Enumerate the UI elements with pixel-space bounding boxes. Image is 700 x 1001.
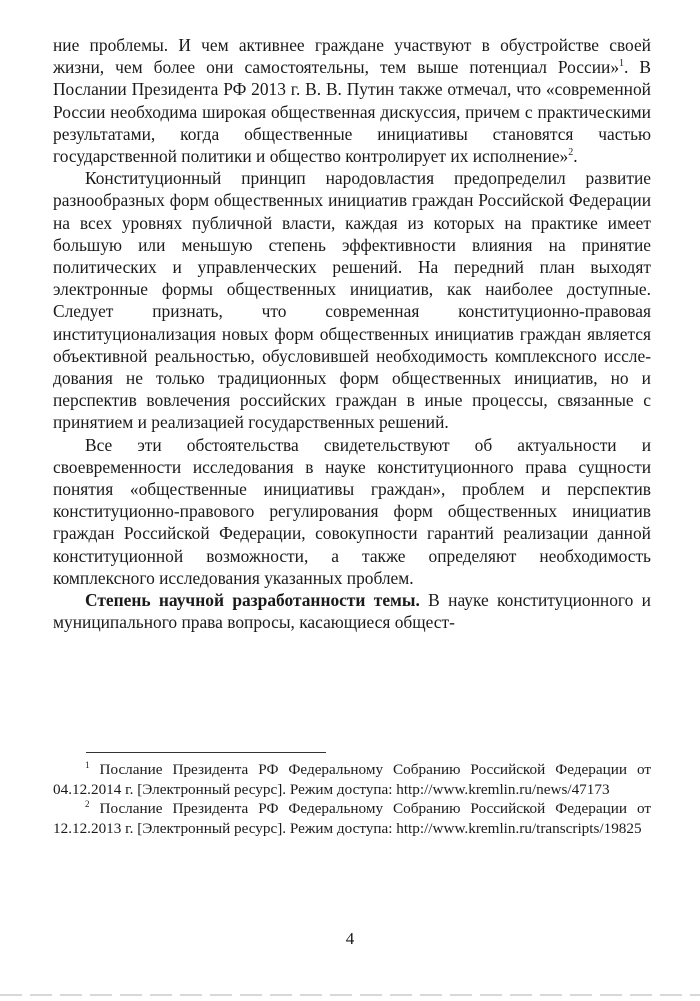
- footnote-link[interactable]: http://www.kremlin.ru/transcripts/19825: [396, 819, 642, 837]
- paragraph-1-part-a: ние проблемы. И чем активнее граждане участвуют в обустройстве своей жизни, чем более они самостоятельны, тем выше потенциал России»: [53, 35, 651, 78]
- footnote-2: [53, 799, 651, 838]
- paragraph-2: Конституционный принцип народовластия предопределил развитие разнообразных форм общественных инициатив граждан Российской Федерации на всех уровнях публичной власти, каждая из которых на практике имеет большую или меньшую степень эффективности влияния на принятие политических и управленческих решений. На передний план выходят электронные формы общественных инициатив, как наиболее доступные. Следует признать, что современная конституционно-правовая институционализация новых форм общественных инициатив граждан является объективной реальностью, обусловившей необходимость комплексного исследования не только традиционных форм общественных инициатив, но и перспектив вовлечения российских граждан в иные процессы, связанные с принятием и реализацией государственных решений.: [53, 168, 651, 433]
- paragraph-3: Все эти обстоятельства свидетельствуют об актуальности и своевременности исследования в науке конституционного права сущности понятия «общественные инициативы граждан», проблем и перспектив конституционно-правового регулирования форм общественных инициатив граждан Российской Федерации, совокупности гарантий реализации данной конституционной возможности, а также определяют необходимость комплексного исследования указанных проблем.: [53, 434, 651, 588]
- paragraph-4: [53, 589, 651, 633]
- footnote-ref-1[interactable]: 1: [619, 58, 625, 70]
- footnote-1: [53, 760, 651, 799]
- footnote-ref-2[interactable]: 2: [568, 147, 574, 159]
- paragraph-1-part-c: .: [573, 146, 578, 167]
- page-number: 4: [345, 929, 355, 948]
- footnote-link[interactable]: http://www.kremlin.ru/news/47173: [396, 780, 610, 798]
- footnotes: [53, 760, 651, 838]
- footnote-divider: [86, 752, 326, 753]
- footnote-number: 2: [85, 799, 90, 810]
- scan-edge-divider: [0, 994, 700, 996]
- footnote-text: Послание Президента РФ Федеральному Собранию Российской Федерации от 12.12.2013 г. [Электронный ресурс]. Режим доступа:: [53, 800, 651, 837]
- paragraph-1-part-b: . В Послании Президента РФ 2013 г. В. В. Путин также отмечал, что «современной России необходима широкая общественная дискуссия, причем с практическими результатами, когда общественные инициативы становятся частью государственной политики и общество контролирует их исполнение»: [53, 57, 651, 167]
- footnote-text: Послание Президента РФ Федеральному Собранию Российской Федерации от 04.12.2014 г. [Электронный ресурс]. Режим доступа:: [53, 761, 651, 798]
- paragraph-1: [53, 34, 651, 167]
- footnote-number: 1: [85, 760, 90, 770]
- page-body: [53, 34, 651, 633]
- section-heading-inline: Степень научной разработанности темы.: [85, 590, 420, 611]
- paragraph-4-text: В науке конституционного и муниципального права вопросы, касающиеся общест-: [53, 590, 651, 633]
